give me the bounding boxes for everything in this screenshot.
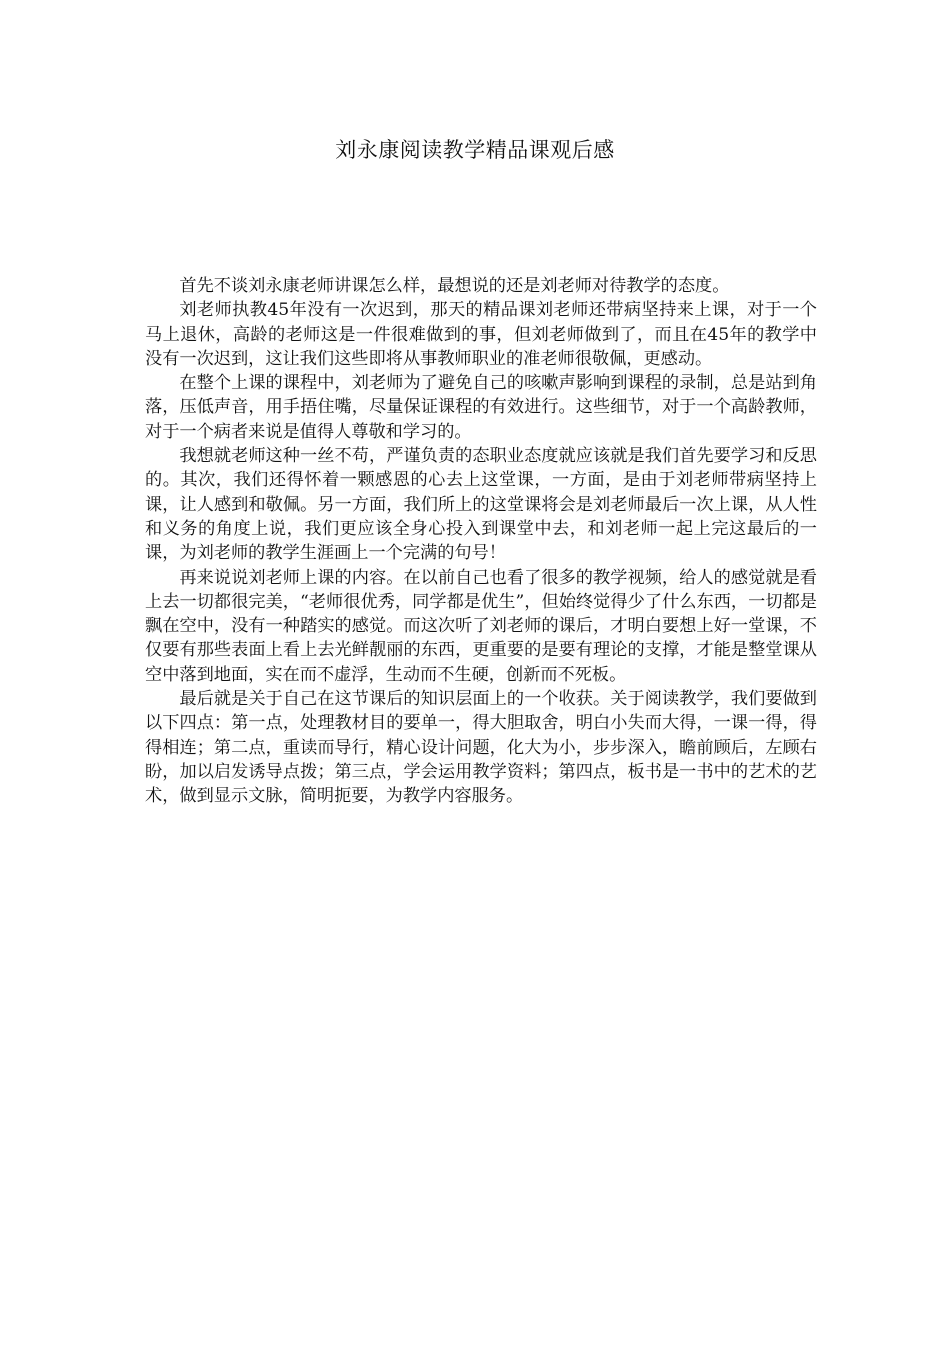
- paragraph: 刘老师执教45年没有一次迟到，那天的精品课刘老师还带病坚持来上课，对于一个马上退休，高龄的老师这是一件很难做到的事，但刘老师做到了，而且在45年的教学中没有一次迟到，这让我们这些即将从事教师职业的准老师很敬佩，更感动。: [145, 300, 817, 369]
- document-title: 刘永康阅读教学精品课观后感: [335, 138, 615, 162]
- paragraph: 我想就老师这种一丝不苟，严谨负责的态职业态度就应该就是我们首先要学习和反思的。其次，我们还得怀着一颗感恩的心去上这堂课，一方面，是由于刘老师带病坚持上课，让人感到和敬佩。另一方面，我们所上的这堂课将会是刘老师最后一次上课，从人性和义务的角度上说，我们更应该全身心投入到课堂中去，和刘老师一起上完这最后的一课，为刘老师的教学生涯画上一个完满的句号！: [145, 446, 817, 564]
- paragraph: 最后就是关于自己在这节课后的知识层面上的一个收获。关于阅读教学，我们要做到以下四点：第一点，处理教材目的要单一，得大胆取舍，明白小失而大得，一课一得，得得相连；第二点，重读而导行，精心设计问题，化大为小，步步深入，瞻前顾后，左顾右盼，加以启发诱导点拨；第三点，学会运用教学资料；第四点，板书是一书中的艺术的艺术，做到显示文脉，简明扼要，为教学内容服务。: [145, 689, 817, 807]
- document-body: [145, 274, 817, 809]
- paragraph: 首先不谈刘永康老师讲课怎么样，最想说的还是刘老师对待教学的态度。: [179, 276, 730, 296]
- paragraph: 再来说说刘老师上课的内容。在以前自己也看了很多的教学视频，给人的感觉就是看上去一切都很完美，“老师很优秀，同学都是优生”，但始终觉得少了什么东西，一切都是飘在空中，没有一种踏实的感觉。而这次听了刘老师的课后，才明白要想上好一堂课，不仅要有那些表面上看上去光鲜靓丽的东西，更重要的是要有理论的支撑，才能是整堂课从空中落到地面，实在而不虚浮，生动而不生硬，创新而不死板。: [145, 567, 817, 685]
- paragraph: 在整个上课的课程中，刘老师为了避免自己的咳嗽声影响到课程的录制，总是站到角落，压低声音，用手捂住嘴，尽量保证课程的有效进行。这些细节，对于一个高龄教师，对于一个病者来说是值得人尊敬和学习的。: [145, 373, 817, 442]
